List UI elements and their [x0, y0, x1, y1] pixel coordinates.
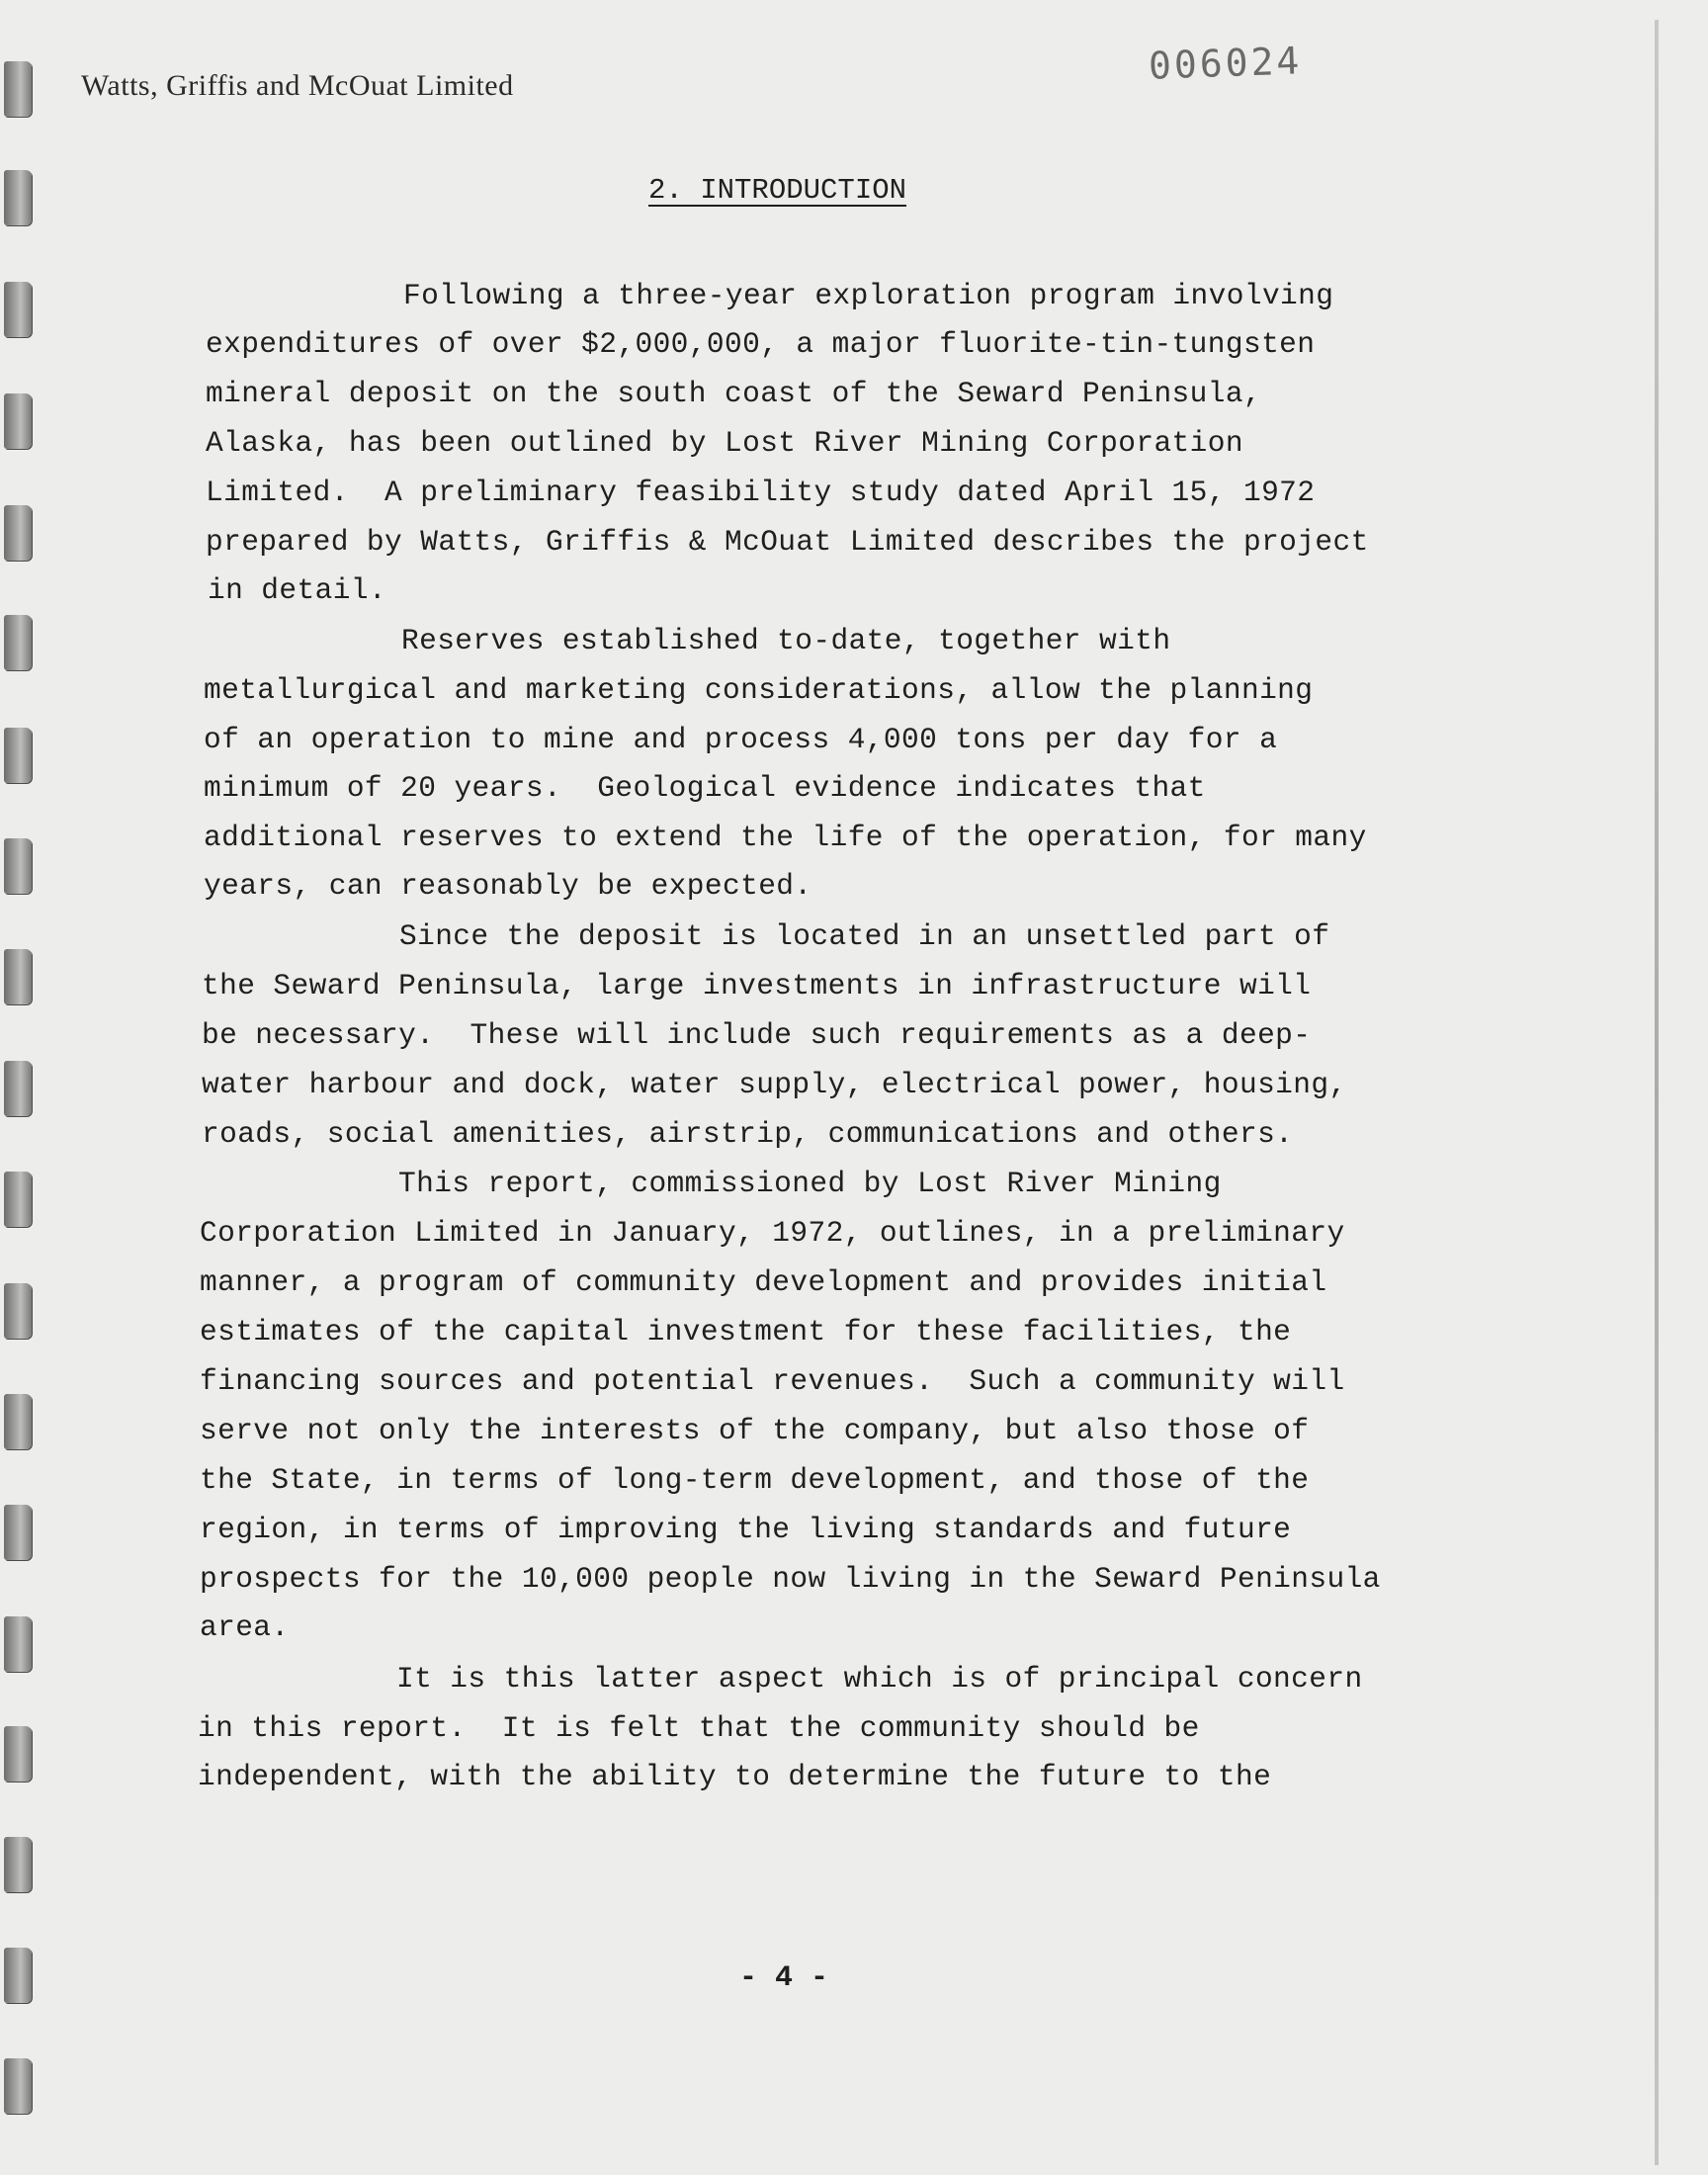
body-text-line: in this report. It is felt that the community should be — [198, 1711, 1200, 1745]
body-text-line: region, in terms of improving the living standards and future — [200, 1513, 1292, 1546]
letterhead: Watts, Griffis and McOuat Limited — [81, 69, 514, 102]
binding-ring — [4, 1061, 32, 1116]
body-text-line: expenditures of over $2,000,000, a major fluorite-tin-tungsten — [206, 327, 1316, 361]
binding-ring — [4, 949, 32, 1004]
binding-ring — [4, 838, 32, 894]
body-text-line: Since the deposit is located in an unsettled part of — [399, 919, 1330, 953]
body-text-line: of an operation to mine and process 4,000 tons per day for a — [204, 723, 1278, 756]
body-text-line: prepared by Watts, Griffis & McOuat Limited describes the project — [206, 525, 1369, 559]
body-text-line: mineral deposit on the south coast of the Seward Peninsula, — [206, 377, 1262, 410]
body-text-line: prospects for the 10,000 people now living in the Seward Peninsula — [200, 1562, 1381, 1596]
binding-ring — [4, 1394, 32, 1449]
body-text-line: Following a three-year exploration program involving — [403, 279, 1334, 312]
binding-ring — [4, 615, 32, 670]
body-text-line: serve not only the interests of the company, but also those of — [200, 1414, 1310, 1447]
binding-ring — [4, 728, 32, 783]
body-text-line: financing sources and potential revenues. Such a community will — [200, 1364, 1345, 1398]
binding-ring — [4, 1837, 32, 1892]
binding-ring — [4, 1616, 32, 1672]
body-text-line: the State, in terms of long-term development, and those of the — [200, 1463, 1310, 1497]
binding-ring — [4, 1505, 32, 1560]
body-text-line: estimates of the capital investment for these facilities, the — [200, 1315, 1292, 1348]
body-text-line: Corporation Limited in January, 1972, outlines, in a preliminary — [200, 1216, 1345, 1250]
body-text-line: Reserves established to-date, together with — [401, 624, 1171, 657]
document-stamp-number: 006024 — [1148, 39, 1304, 88]
body-text-line: It is this latter aspect which is of principal concern — [396, 1662, 1363, 1696]
binding-ring — [4, 170, 32, 225]
binding-ring — [4, 282, 32, 337]
page-edge-shadow — [1655, 20, 1659, 2165]
binding-ring — [4, 2058, 32, 2114]
section-heading: 2. INTRODUCTION — [648, 174, 907, 207]
body-text-line: be necessary. These will include such requirements as a deep- — [202, 1018, 1312, 1052]
binding-ring — [4, 393, 32, 449]
body-text-line: Alaska, has been outlined by Lost River Mining Corporation — [206, 426, 1243, 460]
body-text-line: manner, a program of community development and provides initial — [200, 1265, 1327, 1299]
binding-ring — [4, 1948, 32, 2003]
body-text-line: This report, commissioned by Lost River Mining — [398, 1167, 1222, 1200]
binding-ring — [4, 505, 32, 561]
binding-ring — [4, 1726, 32, 1782]
body-text-line: independent, with the ability to determine the future to the — [198, 1760, 1272, 1793]
body-text-line: Limited. A preliminary feasibility study dated April 15, 1972 — [206, 476, 1316, 509]
body-text-line: in detail. — [208, 573, 387, 607]
body-text-line: the Seward Peninsula, large investments in infrastructure will — [202, 969, 1312, 1002]
body-text-line: area. — [200, 1610, 290, 1644]
binding-ring — [4, 1172, 32, 1227]
spiral-binding — [0, 0, 40, 2175]
binding-ring — [4, 61, 32, 117]
body-text-line: years, can reasonably be expected. — [204, 869, 812, 903]
page-number: - 4 - — [739, 1961, 829, 1995]
binding-ring — [4, 1283, 32, 1339]
body-text-line: roads, social amenities, airstrip, communications and others. — [202, 1117, 1294, 1151]
body-text-line: additional reserves to extend the life of the operation, for many — [204, 821, 1367, 854]
body-text-line: water harbour and dock, water supply, electrical power, housing, — [202, 1068, 1347, 1101]
body-text-line: minimum of 20 years. Geological evidence indicates that — [204, 771, 1206, 805]
body-text-line: metallurgical and marketing considerations, allow the planning — [204, 673, 1314, 707]
